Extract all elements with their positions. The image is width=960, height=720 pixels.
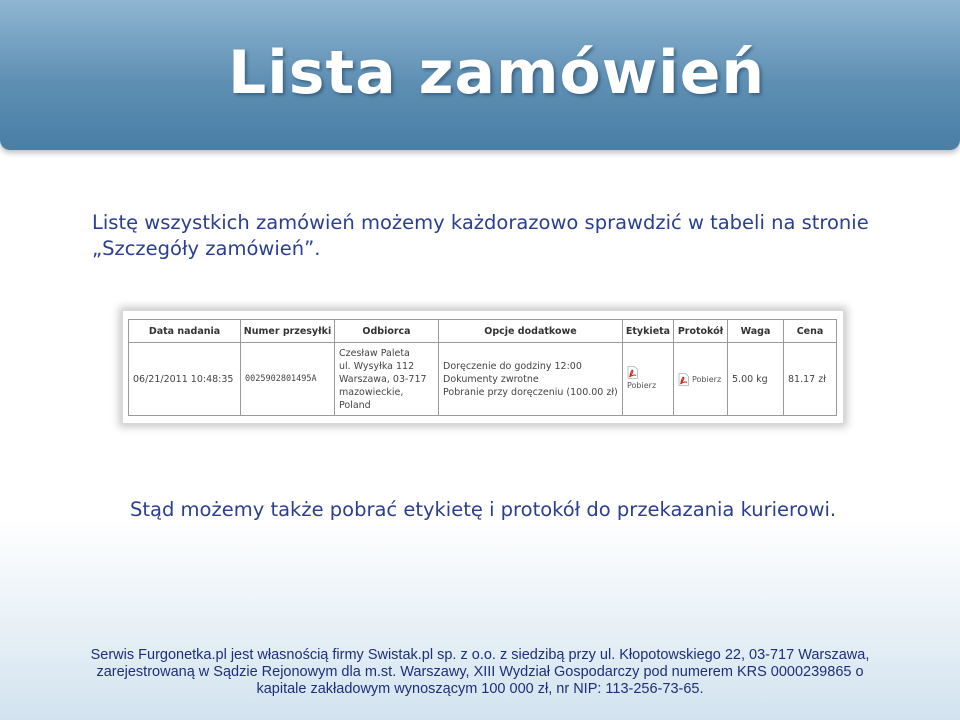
column-header-label[interactable]: Etykieta xyxy=(623,320,674,343)
table-row xyxy=(129,343,837,416)
cell-weight: 5.00 kg xyxy=(728,343,784,416)
cell-price: 81.17 zł xyxy=(784,343,837,416)
company-footer xyxy=(30,647,930,698)
pdf-icon[interactable] xyxy=(627,366,638,379)
pdf-icon[interactable] xyxy=(678,373,689,386)
protocol-download-link[interactable] xyxy=(678,374,721,385)
option-return-documents: Dokumenty zwrotne xyxy=(443,373,539,385)
cell-label xyxy=(623,343,674,416)
column-header-recipient[interactable]: Odbiorca xyxy=(335,320,439,343)
column-header-date[interactable]: Data nadania xyxy=(129,320,241,343)
option-cash-on-delivery: Pobranie przy doręczeniu (100.00 zł) xyxy=(443,386,618,398)
column-header-number[interactable]: Numer przesyłki xyxy=(241,320,335,343)
recipient-name: Czesław Paleta xyxy=(339,347,410,359)
option-delivery-time: Doręczenie do godziny 12:00 xyxy=(443,360,582,372)
column-header-options[interactable]: Opcje dodatkowe xyxy=(439,320,623,343)
slide-title: Lista zamówień xyxy=(228,38,766,108)
cell-date: 06/21/2011 10:48:35 xyxy=(129,343,241,416)
recipient-city: Warszawa, 03-717 xyxy=(339,373,427,385)
protocol-download-text[interactable]: Pobierz xyxy=(692,374,722,384)
cell-options xyxy=(439,343,623,416)
cell-tracking-number: 0025902801495A xyxy=(241,343,335,416)
intro-line-1: Listę wszystkich zamówień możemy każdorazowo sprawdzić w tabeli na stronie xyxy=(92,211,869,234)
column-header-weight[interactable]: Waga xyxy=(728,320,784,343)
footer-line-2: zarejestrowaną w Sądzie Rejonowym dla m.st. Warszawy, XIII Wydział Gospodarczy pod numerem KRS 0000239865 o xyxy=(96,664,864,680)
label-download-text[interactable]: Pobierz xyxy=(627,381,657,390)
cell-recipient xyxy=(335,343,439,416)
orders-table xyxy=(128,319,837,416)
footer-line-3: kapitale zakładowym wynoszącym 100 000 zł, nr NIP: 113-256-73-65. xyxy=(256,681,704,697)
recipient-street: ul. Wysyłka 112 xyxy=(339,360,415,372)
column-header-price[interactable]: Cena xyxy=(784,320,837,343)
label-download-link[interactable] xyxy=(627,367,656,391)
orders-table-screenshot xyxy=(122,310,844,424)
table-header-row xyxy=(129,320,837,343)
intro-text xyxy=(92,210,892,262)
footer-line-1: Serwis Furgonetka.pl jest własnością firmy Swistak.pl sp. z o.o. z siedzibą przy ul. Kłopotowskiego 22, 03-717 Warszawa, xyxy=(90,647,870,663)
column-header-protocol[interactable]: Protokół xyxy=(674,320,728,343)
cell-protocol xyxy=(674,343,728,416)
recipient-region: mazowieckie, Poland xyxy=(339,386,404,411)
download-info-text: Stąd możemy także pobrać etykietę i protokół do przekazania kurierowi. xyxy=(130,498,837,521)
intro-line-2: „Szczegóły zamówień”. xyxy=(92,237,321,260)
